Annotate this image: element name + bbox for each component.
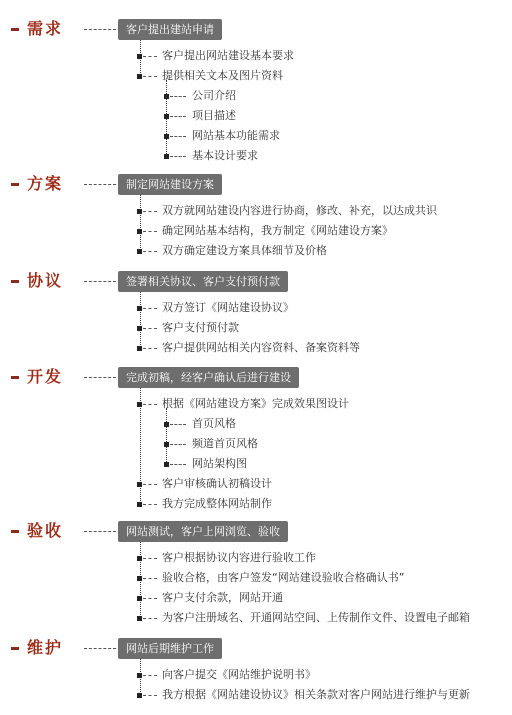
sub-list-item: 公司介绍 [192, 89, 236, 102]
sub-item-bullet [164, 462, 169, 467]
phase-title: 维护 [27, 638, 64, 657]
item-connector [143, 504, 157, 505]
phase-dash [11, 647, 19, 650]
tree-trunk [140, 542, 141, 621]
item-connector [143, 404, 157, 405]
phase-box: 签署相关协议、客户支付预付款 [118, 271, 288, 292]
item-connector [143, 598, 157, 599]
item-connector [143, 484, 157, 485]
sub-tree-trunk [166, 408, 167, 464]
item-connector [143, 328, 157, 329]
phase-title: 协议 [27, 271, 64, 290]
list-item: 根据《网站建设方案》完成效果图设计 [162, 397, 349, 410]
sub-list-item: 网站基本功能需求 [192, 129, 280, 142]
item-connector [143, 558, 157, 559]
sub-item-connector [170, 116, 186, 117]
phase-dash [11, 280, 19, 283]
list-item: 我方根据《网站建设协议》相关条款对客户网站进行维护与更新 [162, 688, 470, 701]
list-item: 双方签订《网站建设协议》 [162, 301, 294, 314]
list-item: 客户审核确认初稿设计 [162, 477, 272, 490]
item-bullet [137, 576, 142, 581]
phase-title: 方案 [27, 174, 64, 193]
phase-title: 验收 [27, 521, 64, 540]
sub-item-bullet [164, 154, 169, 159]
item-bullet [137, 502, 142, 507]
sub-item-bullet [164, 442, 169, 447]
item-connector [143, 618, 157, 619]
item-connector [143, 76, 157, 77]
connector-line [84, 184, 116, 185]
sub-list-item: 基本设计要求 [192, 149, 258, 162]
phase-dash [11, 183, 19, 186]
item-bullet [137, 596, 142, 601]
list-item: 双方确定建设方案具体细节及价格 [162, 244, 327, 257]
connector-line [84, 531, 116, 532]
item-connector [143, 675, 157, 676]
item-connector [143, 695, 157, 696]
sub-list-item: 网站架构图 [192, 457, 247, 470]
list-item: 提供相关文本及图片资料 [162, 69, 283, 82]
list-item: 向客户提交《网站维护说明书》 [162, 668, 316, 681]
item-bullet [137, 556, 142, 561]
item-bullet [137, 673, 142, 678]
sub-item-bullet [164, 134, 169, 139]
sub-item-connector [170, 96, 186, 97]
phase-title: 开发 [27, 367, 64, 386]
phase-box: 制定网站建设方案 [118, 174, 222, 195]
item-connector [143, 251, 157, 252]
item-bullet [137, 616, 142, 621]
item-bullet [137, 54, 142, 59]
item-connector [143, 56, 157, 57]
list-item: 客户根据协议内容进行验收工作 [162, 551, 316, 564]
list-item: 确定网站基本结构，我方制定《网站建设方案》 [162, 224, 393, 237]
item-connector [143, 231, 157, 232]
phase-box: 客户提出建站申请 [118, 19, 222, 40]
item-connector [143, 308, 157, 309]
phase-box: 完成初稿，经客户确认后进行建设 [118, 367, 299, 388]
tree-trunk [140, 292, 141, 351]
list-item: 我方完成整体网站制作 [162, 497, 272, 510]
item-connector [143, 211, 157, 212]
phase-dash [11, 530, 19, 533]
list-item: 双方就网站建设内容进行协商，修改、补充，以达成共识 [162, 204, 437, 217]
connector-line [84, 281, 116, 282]
item-bullet [137, 229, 142, 234]
sub-list-item: 频道首页风格 [192, 437, 258, 450]
list-item: 客户支付预付款 [162, 321, 239, 334]
list-item: 验收合格，由客户签发“网站建设验收合格确认书” [162, 571, 405, 584]
list-item: 为客户注册域名、开通网站空间、上传制作文件、设置电子邮箱 [162, 611, 470, 624]
item-bullet [137, 402, 142, 407]
sub-item-bullet [164, 114, 169, 119]
connector-line [84, 29, 116, 30]
list-item: 客户提供网站相关内容资料、备案资料等 [162, 341, 360, 354]
sub-item-connector [170, 464, 186, 465]
list-item: 客户支付余款，网站开通 [162, 591, 283, 604]
phase-box: 网站后期维护工作 [118, 638, 222, 659]
phase-title: 需求 [27, 19, 64, 38]
sub-item-connector [170, 444, 186, 445]
connector-line [84, 377, 116, 378]
item-bullet [137, 693, 142, 698]
phase-box: 网站测试，客户上网浏览、验收 [118, 521, 288, 542]
sub-list-item: 项目描述 [192, 109, 236, 122]
item-bullet [137, 74, 142, 79]
sub-list-item: 首页风格 [192, 417, 236, 430]
phase-dash [11, 28, 19, 31]
item-bullet [137, 346, 142, 351]
sub-item-connector [170, 136, 186, 137]
connector-line [84, 648, 116, 649]
sub-item-connector [170, 156, 186, 157]
item-bullet [137, 326, 142, 331]
sub-item-connector [170, 424, 186, 425]
item-bullet [137, 249, 142, 254]
item-bullet [137, 482, 142, 487]
phase-dash [11, 376, 19, 379]
tree-trunk [140, 195, 141, 254]
item-bullet [137, 306, 142, 311]
item-bullet [137, 209, 142, 214]
item-connector [143, 348, 157, 349]
list-item: 客户提出网站建设基本要求 [162, 49, 294, 62]
item-connector [143, 578, 157, 579]
